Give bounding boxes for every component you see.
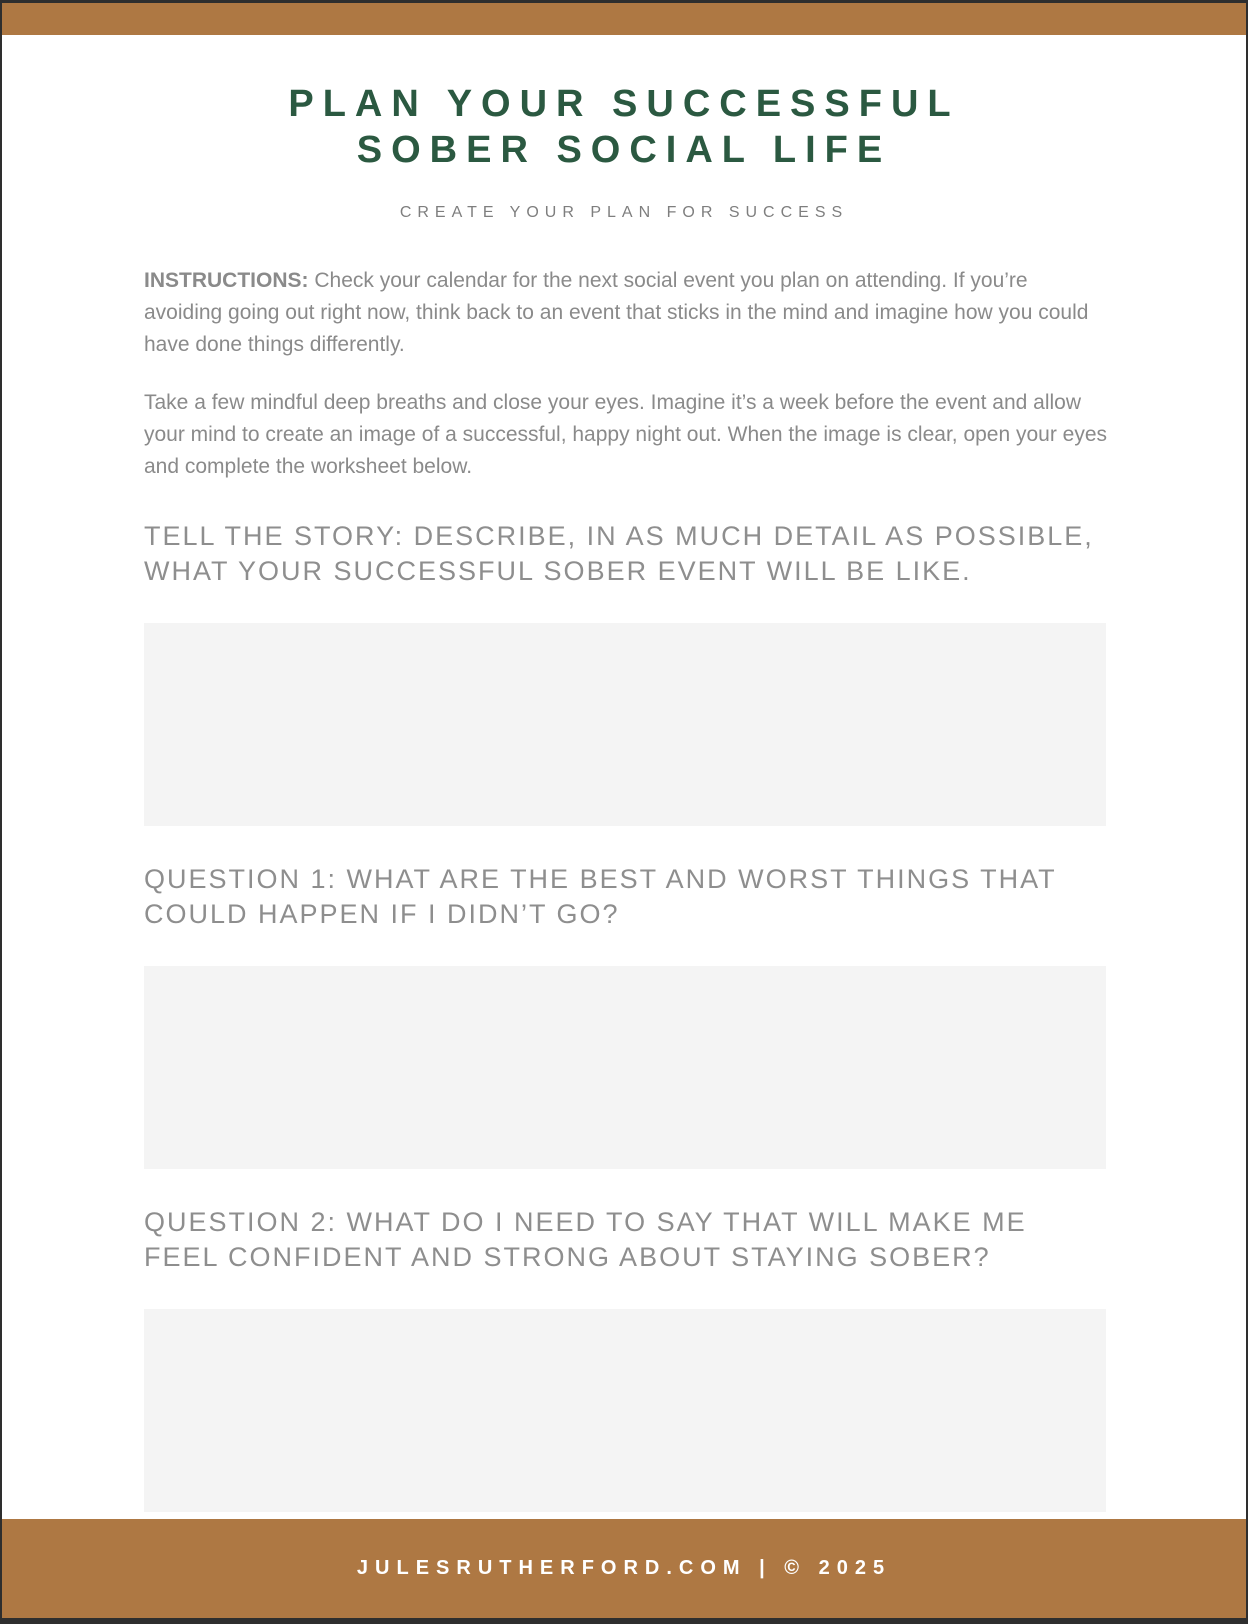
visualization-paragraph: Take a few mindful deep breaths and close your eyes. Imagine it’s a week before the event and allow your mind to create an image of a successful, happy night out. When the image is clear, open your eyes and complete the worksheet below. bbox=[144, 391, 1108, 478]
answer-box-question-1[interactable] bbox=[144, 966, 1106, 1169]
section-heading-question-1: QUESTION 1: WHAT ARE THE BEST AND WORST THINGS THAT COULD HAPPEN IF I DIDN’T GO? bbox=[144, 864, 1057, 929]
answer-box-tell-the-story[interactable] bbox=[144, 623, 1106, 826]
answer-box-question-2[interactable] bbox=[144, 1309, 1106, 1512]
footer-text: JULESRUTHERFORD.COM | © 2025 bbox=[356, 1557, 892, 1579]
page-title-line-1: PLAN YOUR SUCCESSFUL bbox=[288, 83, 960, 125]
section-heading-question-2: QUESTION 2: WHAT DO I NEED TO SAY THAT WILL MAKE ME FEEL CONFIDENT AND STRONG ABOUT STAYING SOBER? bbox=[144, 1207, 1027, 1272]
instructions-label: INSTRUCTIONS: bbox=[144, 269, 309, 292]
page-title-line-2: SOBER SOCIAL LIFE bbox=[356, 129, 892, 171]
page-title bbox=[2, 81, 1246, 173]
instructions-paragraph bbox=[144, 265, 1108, 361]
section-heading-tell-the-story: TELL THE STORY: DESCRIBE, IN AS MUCH DETAIL AS POSSIBLE, WHAT YOUR SUCCESSFUL SOBER EVENT WILL BE LIKE. bbox=[144, 521, 1094, 586]
footer-bar bbox=[2, 1519, 1246, 1618]
page-subtitle: CREATE YOUR PLAN FOR SUCCESS bbox=[399, 204, 849, 221]
instructions-text: Check your calendar for the next social event you plan on attending. If you’re avoiding going out right now, think back to an event that sticks in the mind and imagine how you could have done things differently. bbox=[144, 269, 1089, 356]
top-accent-bar bbox=[2, 3, 1246, 35]
worksheet-content bbox=[2, 223, 1246, 1512]
